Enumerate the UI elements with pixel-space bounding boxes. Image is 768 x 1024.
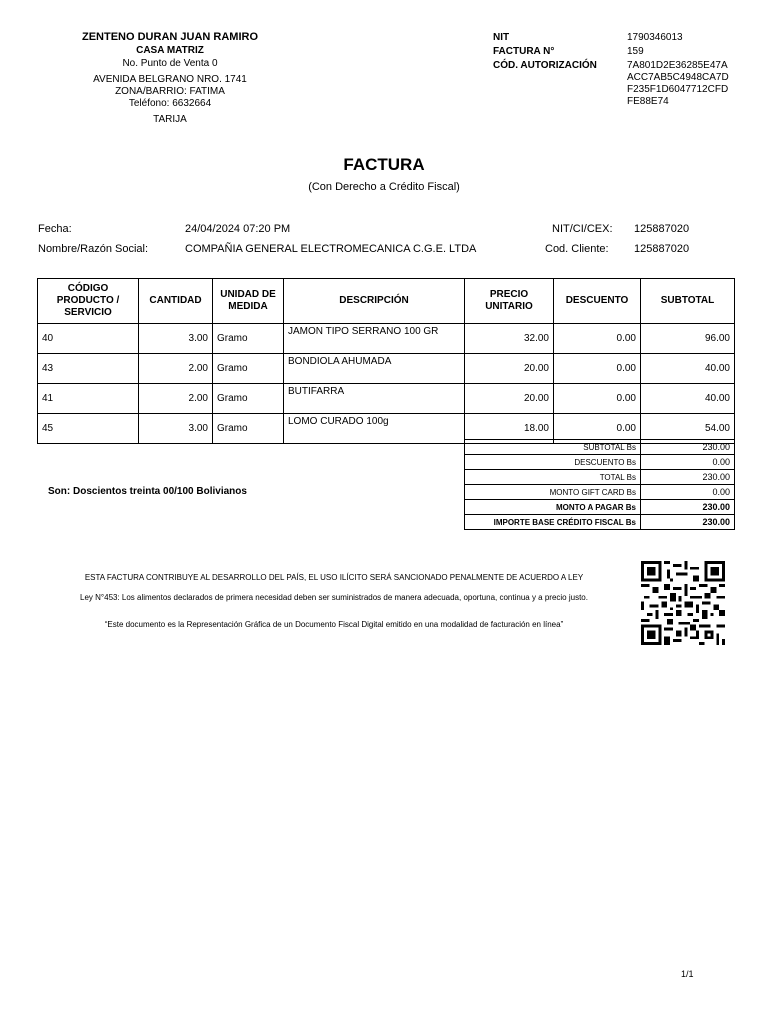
amount-in-words: Son: Doscientos treinta 00/100 Bolivianos <box>48 486 247 497</box>
cell-unit: Gramo <box>213 354 284 384</box>
totals-label: SUBTOTAL Bs <box>465 440 641 455</box>
auth-code-line: F235F1D6047712CFD <box>627 84 729 95</box>
totals-label: TOTAL Bs <box>465 470 641 485</box>
issuer-branch: CASA MATRIZ <box>136 45 204 56</box>
auth-code-line: 7A801D2E36285E47A <box>627 60 728 71</box>
cell-description: BUTIFARRA <box>284 384 465 414</box>
cell-discount: 0.00 <box>554 324 641 354</box>
column-header-code: CÓDIGO PRODUCTO / SERVICIO <box>38 279 139 324</box>
cell-discount: 0.00 <box>554 354 641 384</box>
cell-unit-price: 20.00 <box>465 354 554 384</box>
legal-notice: ESTA FACTURA CONTRIBUYE AL DESARROLLO DEL PAÍS, EL USO ILÍCITO SERÁ SANCIONADO PENALMENTE DE ACUERDO A LEY <box>84 573 584 582</box>
page-number: 1/1 <box>681 969 694 979</box>
totals-value: 230.00 <box>641 440 735 455</box>
nit-label: NIT <box>493 32 510 43</box>
totals-label: MONTO A PAGAR Bs <box>465 500 641 515</box>
totals-row <box>465 500 735 515</box>
totals-table <box>464 439 735 530</box>
issuer-block <box>40 31 300 126</box>
qr-code-icon <box>641 561 725 645</box>
invoice-number-value: 159 <box>627 46 644 57</box>
table-row <box>38 324 735 354</box>
nit-value: 1790346013 <box>627 32 683 43</box>
cell-code: 40 <box>38 324 139 354</box>
auth-code-line: FE88E74 <box>627 96 669 107</box>
ids-values <box>627 31 747 108</box>
totals-label: DESCUENTO Bs <box>465 455 641 470</box>
issuer-name: ZENTENO DURAN JUAN RAMIRO <box>82 31 258 43</box>
cell-quantity: 2.00 <box>139 384 213 414</box>
auth-code-line: ACC7AB5C4948CA7D <box>627 72 729 83</box>
cell-unit-price: 32.00 <box>465 324 554 354</box>
cell-quantity: 3.00 <box>139 414 213 444</box>
column-header-quantity: CANTIDAD <box>139 279 213 324</box>
cell-subtotal: 54.00 <box>641 414 735 444</box>
cell-unit-price: 18.00 <box>465 414 554 444</box>
totals-row <box>465 515 735 530</box>
invoice-number-label: FACTURA N° <box>493 46 555 57</box>
auth-code-value <box>627 60 747 108</box>
totals-value: 0.00 <box>641 485 735 500</box>
totals-row <box>465 485 735 500</box>
cell-code: 45 <box>38 414 139 444</box>
cell-unit: Gramo <box>213 324 284 354</box>
column-header-description: DESCRIPCIÓN <box>284 279 465 324</box>
issuer-city: TARIJA <box>153 114 187 125</box>
document-subtitle: (Con Derecho a Crédito Fiscal) <box>308 181 460 193</box>
totals-value: 230.00 <box>641 515 735 530</box>
customer-name-value: COMPAÑIA GENERAL ELECTROMECANICA C.G.E. LTDA <box>185 243 477 255</box>
table-header-row <box>38 279 735 324</box>
items-table <box>37 278 735 444</box>
cell-discount: 0.00 <box>554 384 641 414</box>
totals-row <box>465 440 735 455</box>
date-label: Fecha: <box>38 223 72 235</box>
totals-row <box>465 470 735 485</box>
column-header-unit: UNIDAD DE MEDIDA <box>213 279 284 324</box>
cell-code: 41 <box>38 384 139 414</box>
table-row <box>38 354 735 384</box>
client-code-value: 125887020 <box>634 243 690 255</box>
cell-description: LOMO CURADO 100g <box>284 414 465 444</box>
cell-quantity: 2.00 <box>139 354 213 384</box>
cell-subtotal: 96.00 <box>641 324 735 354</box>
table-row <box>38 384 735 414</box>
cell-discount: 0.00 <box>554 414 641 444</box>
customer-name-label: Nombre/Razón Social: <box>38 243 149 255</box>
cell-unit: Gramo <box>213 414 284 444</box>
law-notice: Ley N°453: Los alimentos declarados de primera necesidad deben ser suministrados de manera adecuada, oportuna, continua y a precio justo. <box>80 593 588 602</box>
issuer-address: AVENIDA BELGRANO NRO. 1741 <box>93 74 247 85</box>
client-code-label: Cod. Cliente: <box>545 243 609 255</box>
customer-nit-value: 125887020 <box>634 223 690 235</box>
document-title: FACTURA <box>343 155 425 174</box>
column-header-discount: DESCUENTO <box>554 279 641 324</box>
totals-label: IMPORTE BASE CRÉDITO FISCAL Bs <box>465 515 641 530</box>
column-header-subtotal: SUBTOTAL <box>641 279 735 324</box>
totals-label: MONTO GIFT CARD Bs <box>465 485 641 500</box>
totals-row <box>465 455 735 470</box>
cell-description: BONDIOLA AHUMADA <box>284 354 465 384</box>
ids-labels <box>493 31 597 73</box>
cell-unit: Gramo <box>213 384 284 414</box>
digital-document-notice: “Este documento es la Representación Gráfica de un Documento Fiscal Digital emitido en una modalidad de facturación en línea” <box>104 620 564 629</box>
cell-unit-price: 20.00 <box>465 384 554 414</box>
cell-description: JAMON TIPO SERRANO 100 GR <box>284 324 465 354</box>
totals-value: 230.00 <box>641 470 735 485</box>
cell-quantity: 3.00 <box>139 324 213 354</box>
issuer-pos: No. Punto de Venta 0 <box>122 58 218 69</box>
cell-subtotal: 40.00 <box>641 384 735 414</box>
cell-code: 43 <box>38 354 139 384</box>
totals-value: 230.00 <box>641 500 735 515</box>
cell-subtotal: 40.00 <box>641 354 735 384</box>
auth-code-label: CÓD. AUTORIZACIÓN <box>493 60 597 71</box>
customer-nit-label: NIT/CI/CEX: <box>552 223 613 235</box>
issuer-zone: ZONA/BARRIO: FATIMA <box>115 86 225 97</box>
issuer-phone: Teléfono: 6632664 <box>128 98 212 109</box>
totals-value: 0.00 <box>641 455 735 470</box>
column-header-unit-price: PRECIO UNITARIO <box>465 279 554 324</box>
date-value: 24/04/2024 07:20 PM <box>185 223 291 235</box>
